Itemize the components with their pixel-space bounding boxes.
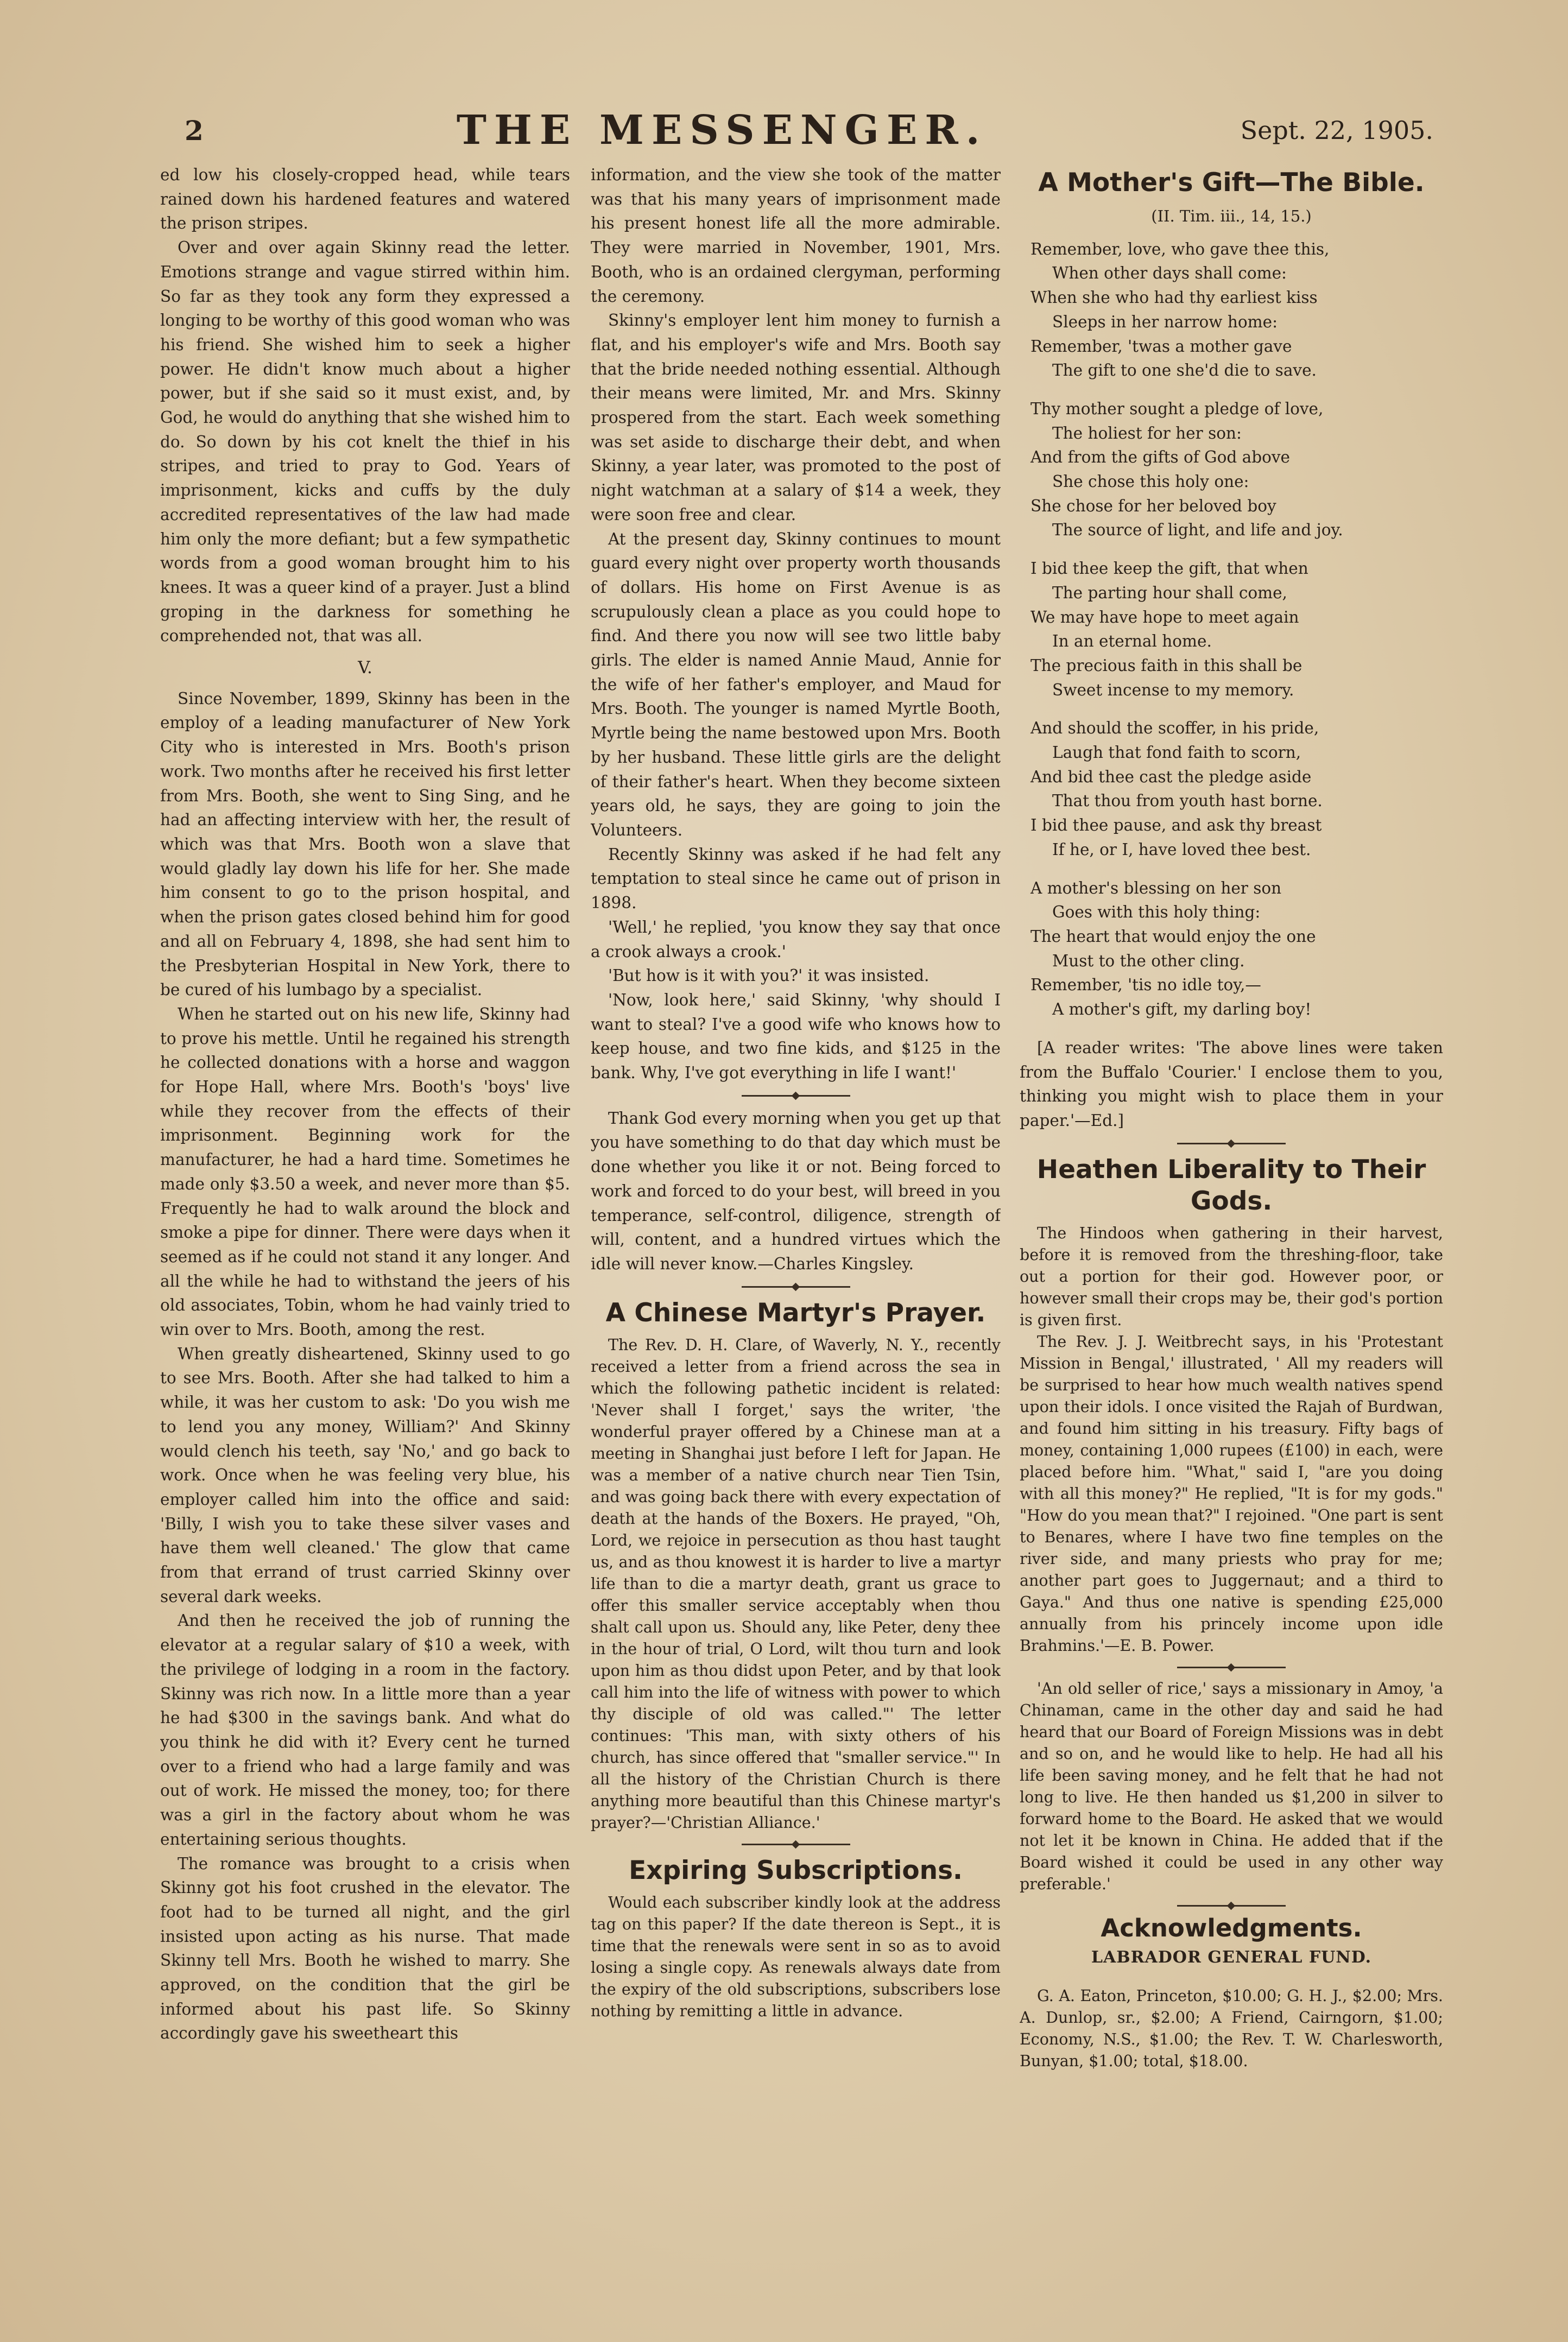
poem-line: The gift to one she'd die to save. (1052, 361, 1317, 380)
paragraph: At the present day, Skinny continues to mount guard every night over property worth thousands of dollars. His home on First Avenue is as scrupulously clean a place as you could hope to find. And there you now will see two little baby girls. The elder is named Annie Maud, Annie for the wife of her father's employer, and Maud for Mrs. Booth. The younger is named Myrtle Booth, Myrtle being the name bestowed upon Mrs. Booth by her husband. These little girls are the delight of their father's heart. When they become sixteen years old, he says, they are going to join the Volunteers. (591, 529, 1001, 839)
paragraph: 'But how is it with you?' it was insisted. (608, 966, 930, 985)
divider-rule (742, 1286, 850, 1288)
divider-rule (1177, 1667, 1286, 1668)
article-body-expiring: Would each subscriber kindly look at the address tag on this paper? If the date thereon is Sept., it is time that the renewals were sent in so as to avoid losing a single copy. As renewals always date from the expiry of the old subscriptions, subscribers lose nothing by remitting a little in advance. (591, 1893, 1001, 2020)
poem-line: The precious faith in this shall be (1030, 656, 1303, 675)
page-header (185, 106, 1433, 155)
poem-line: Remember, love, who gave thee this, (1030, 239, 1330, 258)
paragraph: Recently Skinny was asked if he had felt any temptation to steal since he came out of prison in 1898. (591, 845, 1001, 913)
poem-line: Must to the other cling. (1052, 951, 1245, 970)
acknowledgments-title: Acknowledgments. (1101, 1913, 1362, 1942)
poem-line: She chose for her beloved boy (1030, 496, 1276, 515)
fund-subheading: LABRADOR GENERAL FUND. (1091, 1948, 1372, 1967)
poem-line: A mother's blessing on her son (1030, 878, 1282, 897)
poem-line: The source of light, and life and joy. (1052, 521, 1343, 540)
scripture-reference: (II. Tim. iii., 14, 15.) (1151, 207, 1312, 225)
paragraph: When greatly disheartened, Skinny used to go to see Mrs. Booth. After she had talked to him a while, it was her custom to ask: 'Do you wish me to lend you any money, William?' And Skinny would clench his teeth, say 'No,' and go back to work. Once when he was feeling very blue, his employer called him into the office and said: 'Billy, I wish you to take these silver vases and have them well cleaned.' The glow that came from that errand of trust carried Skinny over several dark weeks. (160, 1344, 570, 1606)
paragraph: And then he received the job of running the elevator at a regular salary of $10 a week, with the privilege of lodging in a room in the factory. Skinny was rich now. In a little more than a year he had $300 in the savings bank. And what do you think he did with it? Every cent he turned over to a friend who had a large family and was out of work. He missed the money, too; for there was a girl in the factory about whom he was entertaining serious thoughts. (160, 1611, 570, 1849)
poem-line: When she who had thy earliest kiss (1030, 288, 1318, 307)
column-1 (160, 163, 570, 2182)
article-body-chinese-martyr: The Rev. D. H. Clare, of Waverly, N. Y., recently received a letter from a friend across the sea in which the following pathetic incident is related: 'Never shall I forget,' says the writer, 'the wonderful prayer offered by a Chinese man at a meeting in Shanghai just before I left for Japan. He was a member of a native church near Tien Tsin, and was going back there with every expectation of death at the hands of the Boxers. He prayed, "Oh, Lord, we rejoice in persecution as thou hast taught us, and as thou knowest it is harder to live a martyr life than to die a martyr death, grant us grace to offer this smaller service acceptably when thou shalt call upon us. Should any, like Peter, deny thee in the hour of trial, O Lord, wilt thou turn and look upon him as thou didst upon Peter, and by that look call him into the life of witness with power to which thy disciple of old was called."' The letter continues: 'This man, with sixty others of his church, has since offered that "smaller service."' In all the history of the Christian Church is there anything more beautiful than this Chinese martyr's prayer?—'Christian Alliance.' (591, 1335, 1001, 1832)
poem-line: Goes with this holy thing: (1052, 903, 1261, 922)
poem-line: And from the gifts of God above (1030, 448, 1290, 467)
section-number: V. (358, 658, 372, 678)
poem-line: Sweet incense to my memory. (1052, 680, 1294, 699)
paragraph: Skinny's employer lent him money to furnish a flat, and his employer's wife and Mrs. Booth say that the bride needed nothing essential. Although their means were limited, Mr. and Mrs. Skinny prospered from the start. Each week something was set aside to discharge their debt, and when Skinny, a year later, was promoted to the post of night watchman at a salary of $14 a week, they were soon free and clear. (591, 311, 1001, 524)
poem-line: The parting hour shall come, (1052, 583, 1287, 602)
poem-line: That thou from youth hast borne. (1052, 792, 1323, 811)
poem-stanza (1030, 716, 1443, 862)
masthead-title: THE MESSENGER. (456, 107, 988, 154)
poem-line: The heart that would enjoy the one (1030, 927, 1316, 946)
paragraph: ed low his closely-cropped head, while tears rained down his hardened features and watered the prison stripes. (160, 166, 570, 233)
divider-rule (742, 1095, 850, 1097)
poem-line: Laugh that fond faith to scorn, (1052, 743, 1301, 762)
poem-line: And should the scoffer, in his pride, (1030, 719, 1319, 738)
poem-line: The holiest for her son: (1052, 423, 1242, 442)
article-title-chinese-martyr: A Chinese Martyr's Prayer. (605, 1297, 986, 1328)
kingsley-quote: Thank God every morning when you get up that you have something to do that day which must be done whether you like it or not. Being forced to work and forced to do your best, will breed in you temperance, self-control, diligence, strength of will, content, and a hundred virtues which the idle will never know.—Charles Kingsley. (591, 1109, 1001, 1273)
poem-line: Sleeps in her narrow home: (1052, 312, 1278, 331)
paragraph: When he started out on his new life, Skinny had to prove his mettle. Until he regained his strength he collected donations with a horse and waggon for Hope Hall, where Mrs. Booth's 'boys' live while they recover from the effects of their imprisonment. Beginning work for the manufacturer, he had a hard time. Sometimes he made only $3.50 a week, and never more than $5. Frequently he had to walk around the block and smoke a pipe for dinner. There were days when it seemed as if he could not stand it any longer. And all the while he had to withstand the jeers of his old associates, Tobin, whom he had vainly tried to win over to Mrs. Booth, among the rest. (160, 1004, 570, 1339)
page-number: 2 (185, 114, 204, 147)
poem-stanza (1030, 556, 1443, 702)
paragraph: Over and over again Skinny read the letter. Emotions strange and vague stirred within him. So far as they took any form they expressed a longing to be worthy of this good woman who was his friend. She wished him to seek a higher power. He didn't know much about a higher power, but if she said so it must exist, and, by God, he would do anything that she wished him to do. So down by his cot knelt the thief in his stripes, and tried to pray to God. Years of imprisonment, kicks and cuffs by the duly accredited representatives of the law had made him only the more defiant; but a few sympathetic words from a good woman brought him to his knees. It was a queer kind of a prayer. Just a blind groping in the darkness for something he comprehended not, that was all. (160, 238, 570, 645)
column-2 (591, 163, 1001, 2182)
poem-line: She chose this holy one: (1052, 472, 1249, 491)
poem-line: I bid thee keep the gift, that when (1030, 559, 1308, 578)
poem-stanza (1030, 876, 1443, 1022)
poem-line: I bid thee pause, and ask thy breast (1030, 816, 1322, 835)
paragraph: information, and the view she took of the matter was that his many years of imprisonment made his present honest life all the more admirable. They were married in November, 1901, Mrs. Booth, who is an ordained clergyman, performing the ceremony. (591, 166, 1001, 306)
paragraph: The romance was brought to a crisis when Skinny got his foot crushed in the elevator. The foot had to be turned all night, and the girl insisted upon acting as his nurse. That made Skinny tell Mrs. Booth he wished to marry. She approved, on the condition that the girl be informed about his past life. So Skinny accordingly gave his sweetheart this (160, 1854, 570, 2043)
poem-stanza (1030, 237, 1443, 383)
divider-rule (1177, 1143, 1286, 1144)
article-title-mothers-gift: A Mother's Gift—The Bible. (1038, 168, 1425, 198)
divider-rule (742, 1844, 850, 1845)
poem-line: When other days shall come: (1052, 264, 1287, 283)
column-3 (1020, 163, 1443, 2182)
poem-line: Remember, 'twas a mother gave (1030, 337, 1292, 356)
poem-stanza (1030, 397, 1443, 542)
poem-line: We may have hope to meet again (1030, 607, 1299, 626)
paragraph: The Hindoos when gathering in their harvest, before it is removed from the threshing-floor, take out a portion for their god. However poor, or however small their crops may be, their god's portion is given first. (1020, 1224, 1443, 1329)
poem-line: A mother's gift, my darling boy! (1052, 1000, 1312, 1019)
editor-note: [A reader writes: 'The above lines were taken from the Buffalo 'Courier.' I enclose them to you, thinking you might wish to place them in your paper.'—Ed.] (1020, 1038, 1443, 1130)
rice-seller-paragraph: 'An old seller of rice,' says a missionary in Amoy, 'a Chinaman, came in the other day and said he had heard that our Board of Foreign Missions was in debt and so on, and he would like to help. He had all his life been saving money, and he felt that he had not long to live. He then handed us $1,200 in silver to forward home to the Board. He asked that we would not let it be known in China. He added that if the Board wished it could be used in any other way preferable.' (1020, 1679, 1443, 1893)
poem (1020, 237, 1443, 1022)
paragraph: 'Now, look here,' said Skinny, 'why should I want to steal? I've a good wife who knows how to keep house, and two fine kids, and $125 in the bank. Why, I've got everything in life I want!' (591, 990, 1001, 1083)
divider-rule (1177, 1905, 1286, 1907)
paragraph: The Rev. J. J. Weitbrecht says, in his 'Protestant Mission in Bengal,' illustrated, ' All my readers will be surprised to hear how much wealth natives spend upon their idols. I once visited the Rajah of Burdwan, and found him sitting in his treasury. Fifty bags of money, containing 1,000 rupees (£100) in each, were placed before him. "What," said I, "are you doing with all this money?" He replied, "It is for my gods." "How do you mean that?" I rejoined. "One part is sent to Benares, where I have two fine temples on the river side, and many priests who pray for me; another part goes to Juggernaut; and a third to Gaya." And thus one native is spending £25,000 annually from his princely income upon idle Brahmins.'—E. B. Power. (1020, 1332, 1443, 1655)
article-title-heathen-liberality: Heathen Liberality to Their Gods. (1036, 1154, 1426, 1216)
article-title-expiring: Expiring Subscriptions. (629, 1855, 963, 1885)
poem-line: Thy mother sought a pledge of love, (1030, 399, 1324, 418)
poem-line: And bid thee cast the pledge aside (1030, 767, 1312, 786)
paragraph: Since November, 1899, Skinny has been in the employ of a leading manufacturer of New York City who is interested in Mrs. Booth's prison work. Two months after he received his first letter from Mrs. Booth, she went to Sing Sing, and he had an affecting interview with her, the result of which was that Mrs. Booth won a slave that would gladly lay down his life for her. She made him consent to go to the prison hospital, and when the prison gates closed behind him for good and all on February 4, 1898, she had sent him to the Presbyterian Hospital in New York, there to be cured of his lumbago by a specialist. (160, 689, 570, 999)
poem-line: In an eternal home. (1052, 632, 1212, 651)
paragraph: 'Well,' he replied, 'you know they say that once a crook always a crook.' (591, 917, 1001, 961)
poem-line: Remember, 'tis no idle toy,— (1030, 976, 1261, 995)
poem-line: If he, or I, have loved thee best. (1052, 840, 1311, 859)
acknowledgments-list: G. A. Eaton, Princeton, $10.00; G. H. J., $2.00; Mrs. A. Dunlop, sr., $2.00; A Friend, Cairngorn, $1.00; Economy, N.S., $1.00; the Rev. T. W. Charlesworth, Bunyan, $1.00; total, $18.00. (1020, 1987, 1443, 2071)
issue-date: Sept. 22, 1905. (1240, 116, 1433, 145)
